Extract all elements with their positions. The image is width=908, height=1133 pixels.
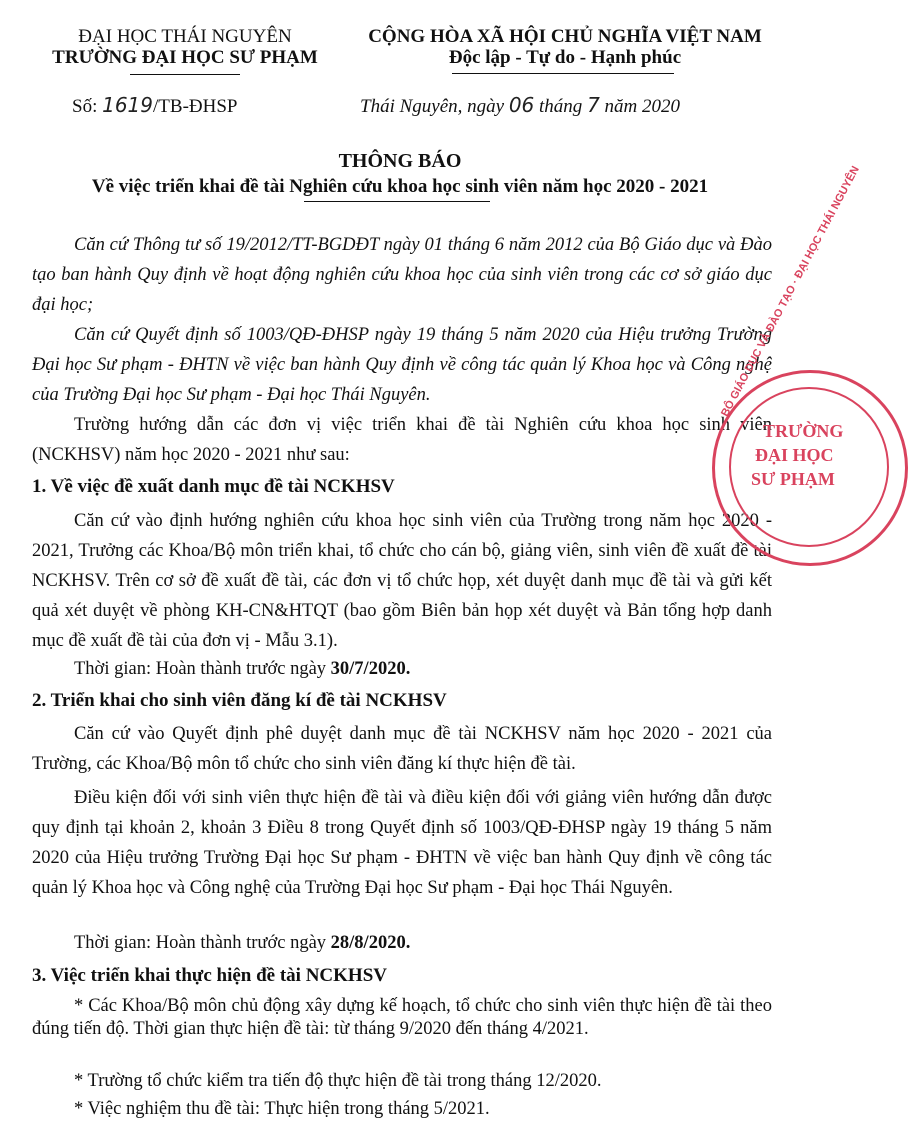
- place-date: [360, 94, 680, 118]
- country-motto-title: CỘNG HÒA XÃ HỘI CHỦ NGHĨA VIỆT NAM: [368, 26, 762, 47]
- section-3-bullet-2: * Trường tổ chức kiểm tra tiến độ thực hiện đề tài trong tháng 12/2020.: [74, 1071, 602, 1091]
- section-3-bullet-1: * Các Khoa/Bộ môn chủ động xây dựng kế hoạch, tổ chức cho sinh viên thực hiện đề tài theo đúng tiến độ. Thời gian thực hiện đề tài: từ tháng 9/2020 đến tháng 4/2021.: [32, 996, 772, 1039]
- section-2-deadline: [74, 928, 410, 958]
- section-1-deadline: [74, 654, 410, 684]
- month-word: tháng: [539, 96, 583, 117]
- document-title: THÔNG BÁO: [338, 150, 462, 172]
- section-1-heading: 1. Về việc đề xuất danh mục đề tài NCKHSV: [32, 476, 395, 497]
- doc-number-suffix: /TB-ĐHSP: [153, 96, 238, 117]
- school-name: TRƯỜNG ĐẠI HỌC SƯ PHẠM: [52, 47, 318, 68]
- section-1-paragraph: Căn cứ vào định hướng nghiên cứu khoa học sinh viên của Trường trong năm học 2020 - 2021, Trưởng các Khoa/Bộ môn triển khai, tổ chức cho cán bộ, giảng viên, sinh viên đề xuất đề tài NCKHSV. Trên cơ sở đề xuất đề tài, các đơn vị tổ chức họp, xét duyệt danh mục đề tài và gửi kết quả xét duyệt về phòng KH-CN&HTQT (bao gồm Biên bản họp xét duyệt và Bản tổng hợp danh mục đề xuất đề tài của đơn vị - Mẫu 3.1).: [32, 511, 772, 651]
- right-header-rule: [452, 73, 674, 74]
- doc-number-handwritten: 1619: [102, 93, 154, 117]
- document-subtitle: Về việc triển khai đề tài Nghiên cứu khoa học sinh viên năm học 2020 - 2021: [91, 176, 709, 197]
- legal-basis-1: Căn cứ Thông tư số 19/2012/TT-BGDĐT ngày 01 tháng 6 năm 2012 của Bộ Giáo dục và Đào tạo ban hành Quy định về hoạt động nghiên cứu khoa học của sinh viên trong các cơ sở giáo dục đại học;: [32, 235, 772, 315]
- year-text: năm 2020: [604, 96, 681, 117]
- title-underline: [304, 201, 490, 202]
- seal-line-2: ĐẠI HỌC: [755, 445, 834, 465]
- legal-basis-2: Căn cứ Quyết định số 1003/QĐ-ĐHSP ngày 19 tháng 5 năm 2020 của Hiệu trưởng Trường Đại học Sư phạm - ĐHTN về việc ban hành Quy định về công tác quản lý Khoa học và Công nghệ của Trường Đại học Sư phạm - Đại học Thái Nguyên.: [32, 325, 772, 405]
- section-2-paragraph-2: Điều kiện đối với sinh viên thực hiện đề tài và điều kiện đối với giảng viên hướng dẫn được quy định tại khoản 2, khoản 3 Điều 8 trong Quyết định số 1003/QĐ-ĐHSP ngày 19 tháng 5 năm 2020 của Hiệu trưởng Trường Đại học Sư phạm - ĐHTN về việc ban hành Quy định về công tác quản lý Khoa học và Công nghệ của Trường Đại học Sư phạm - Đại học Thái Nguyên.: [32, 788, 772, 898]
- section-3-heading: 3. Việc triển khai thực hiện đề tài NCKHSV: [32, 965, 387, 986]
- country-motto-subtitle: Độc lập - Tự do - Hạnh phúc: [448, 47, 682, 68]
- section-1-deadline-date: 30/7/2020.: [330, 659, 411, 679]
- place-date-prefix: Thái Nguyên, ngày: [360, 96, 505, 117]
- seal-ring-text: BỘ GIÁO DỤC VÀ ĐÀO TẠO · ĐẠI HỌC THÁI NGUYÊN: [719, 164, 862, 419]
- doc-number-prefix: Số:: [72, 96, 98, 117]
- intro-paragraph: Trường hướng dẫn các đơn vị việc triển khai đề tài Nghiên cứu khoa học sinh viên (NCKHSV) năm học 2020 - 2021 như sau:: [32, 415, 772, 465]
- section-2-paragraph-1: Căn cứ vào Quyết định phê duyệt danh mục đề tài NCKHSV năm học 2020 - 2021 của Trường, các Khoa/Bộ môn tổ chức cho sinh viên đăng kí thực hiện đề tài.: [32, 724, 772, 774]
- section-2-deadline-date: 28/8/2020.: [330, 933, 411, 953]
- section-1-deadline-label: Thời gian: Hoàn thành trước ngày: [74, 659, 331, 679]
- document-number: [72, 94, 237, 118]
- section-2-heading: 2. Triển khai cho sinh viên đăng kí đề tài NCKHSV: [32, 690, 447, 711]
- section-3-bullet-3: * Việc nghiệm thu đề tài: Thực hiện trong tháng 5/2021.: [74, 1099, 490, 1119]
- seal-line-3: SƯ PHẠM: [751, 469, 835, 489]
- ministry-name: ĐẠI HỌC THÁI NGUYÊN: [78, 26, 292, 47]
- seal-line-1: TRƯỜNG: [763, 421, 844, 441]
- day-handwritten: 06: [508, 93, 535, 117]
- section-2-deadline-label: Thời gian: Hoàn thành trước ngày: [74, 933, 331, 953]
- left-header-rule: [130, 74, 240, 75]
- month-handwritten: 7: [587, 93, 600, 117]
